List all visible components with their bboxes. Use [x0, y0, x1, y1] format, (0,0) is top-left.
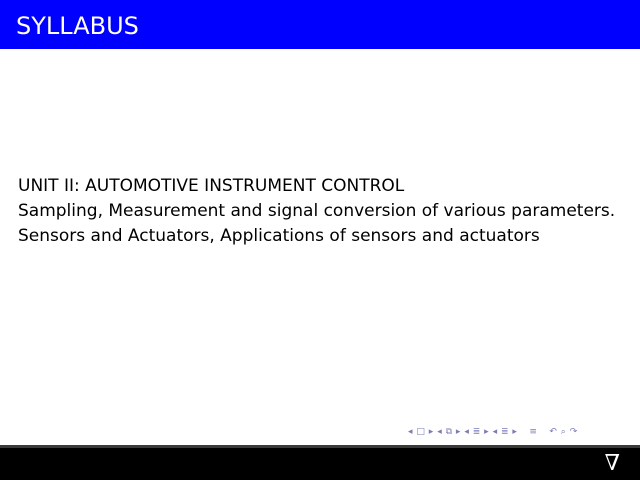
nav-left-arrow-icon[interactable]: ◂ — [464, 427, 469, 437]
document-icon[interactable]: ≣ — [500, 427, 509, 437]
slide-content — [18, 174, 628, 249]
undo-icon[interactable]: ↶ — [549, 427, 557, 437]
nav-right-arrow-icon[interactable]: ▸ — [512, 427, 517, 437]
subsection-icon[interactable]: ⧉ — [445, 427, 453, 437]
nav-left-arrow-icon[interactable]: ◂ — [492, 427, 498, 437]
content-line-2: Sensors and Actuators, Applications of sensors and actuators — [18, 226, 540, 246]
slide-footer — [0, 445, 640, 480]
frame-icon[interactable]: □ — [416, 427, 425, 437]
nav-left-arrow-icon[interactable]: ◂ — [408, 427, 413, 437]
nav-right-arrow-icon[interactable]: ▸ — [428, 427, 434, 437]
footer-divider — [0, 445, 640, 448]
section-icon[interactable]: ≣ — [472, 427, 481, 437]
slide-title: SYLLABUS — [16, 12, 139, 40]
beamer-navigation-bar — [408, 424, 638, 440]
nav-left-arrow-icon[interactable]: ◂ — [437, 427, 442, 437]
search-icon[interactable]: ⌕ — [560, 427, 566, 437]
nav-right-arrow-icon[interactable]: ▸ — [484, 427, 489, 437]
nabla-logo-icon: ∇ — [604, 451, 620, 476]
align-icon[interactable]: ≡ — [529, 427, 537, 437]
slide-header — [0, 0, 640, 49]
content-line-1: Sampling, Measurement and signal conversion of various parameters. — [18, 201, 616, 221]
unit-heading: UNIT II: AUTOMOTIVE INSTRUMENT CONTROL — [18, 176, 405, 196]
nav-right-arrow-icon[interactable]: ▸ — [455, 427, 461, 437]
redo-icon[interactable]: ↷ — [569, 427, 578, 437]
